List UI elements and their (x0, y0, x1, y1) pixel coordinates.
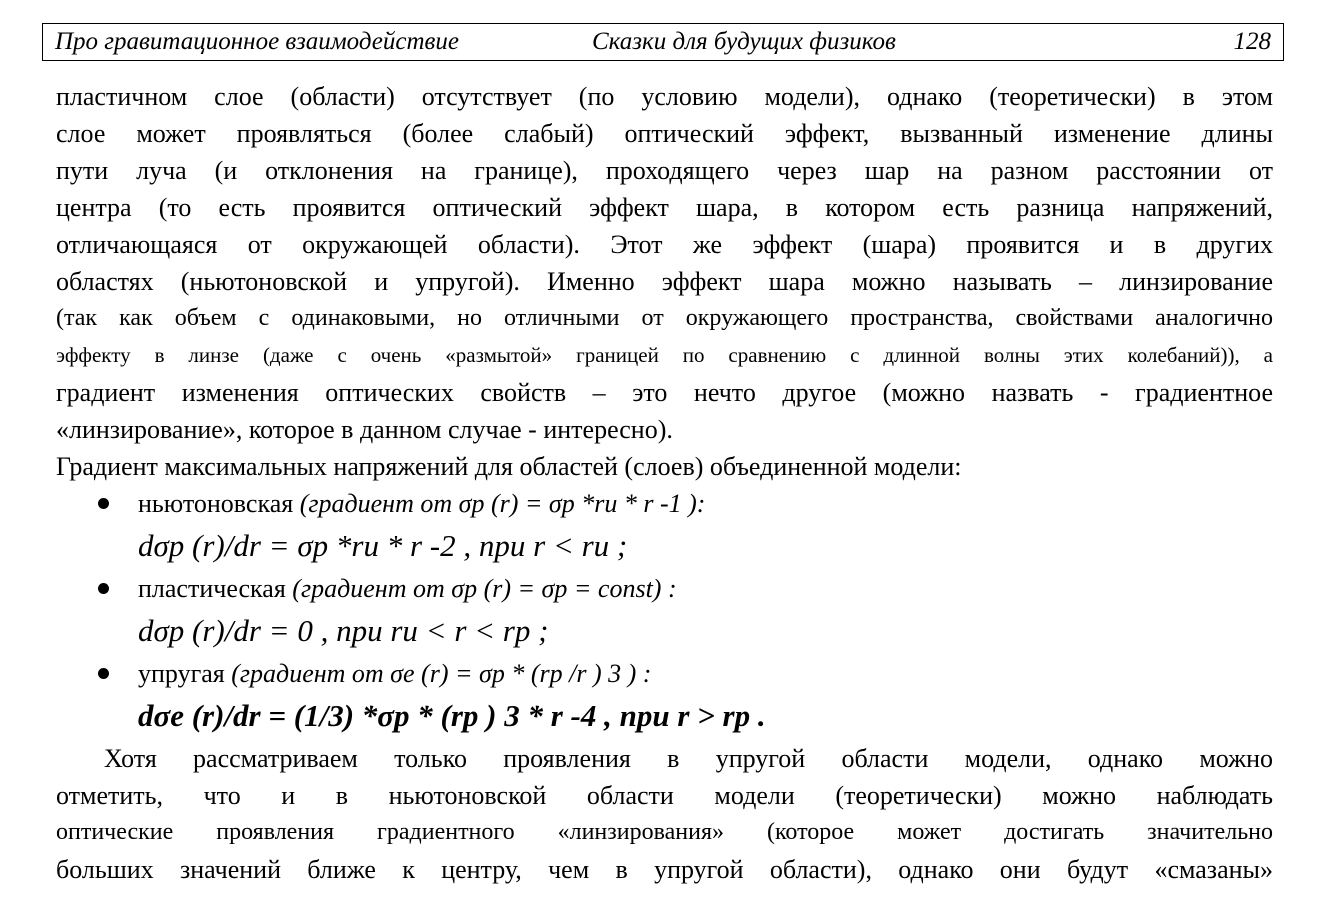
bullet-dot-icon (98, 668, 109, 679)
bullet-label: ньютоновская (138, 489, 294, 518)
gradient-heading: Градиент максимальных напряжений для областей (слоев) объединенной модели: (56, 452, 962, 481)
text-line: слое может проявляться (более слабый) оптический эффект, вызванный изменение длины (56, 119, 1273, 148)
bullet-list (56, 485, 1273, 740)
bullet-definition: (градиент от σe (r) = σp * (rp /r ) 3 ) : (224, 659, 652, 688)
bullet-definition: (градиент от σp (r) = σp *ru * r -1 ): (293, 489, 706, 518)
text-line: «линзирование», которое в данном случае - интересно). (56, 415, 673, 444)
text-line: больших значений ближе к центру, чем в упругой области), однако они будут «смазаны» (56, 855, 1273, 884)
formula-elastic: dσe (r)/dr = (1/3) *σp * (rp ) 3 * r -4 , при r > rp . (138, 698, 766, 733)
bullet-definition: (градиент от σp (r) = σp = const) : (285, 574, 677, 603)
bullet-label: упругая (138, 659, 225, 688)
formula-plastic: dσp (r)/dr = 0 , при ru < r < rp ; (138, 613, 549, 648)
bullet-label: пластическая (138, 574, 286, 603)
bullet-dot-icon (98, 498, 109, 509)
page-number: 128 (1233, 28, 1271, 55)
text-line: градиент изменения оптических свойств – это нечто другое (можно назвать - градиентное (56, 378, 1273, 407)
text-line: оптические проявления градиентного «линзирования» (которое может достигать значительно (56, 819, 1273, 845)
text-line: Хотя рассматриваем только проявления в упругой области модели, однако можно (104, 744, 1273, 773)
page-body (56, 78, 1273, 888)
text-line: пути луча (и отклонения на границе), проходящего через шар на разном расстоянии от (56, 156, 1273, 185)
bullet-dot-icon (98, 583, 109, 594)
running-header (42, 23, 1284, 61)
bullet-item-elastic (56, 655, 1273, 740)
text-line: центра (то есть проявится оптический эффект шара, в котором есть разница напряжений, (56, 193, 1273, 222)
paragraph-1 (56, 78, 1273, 448)
formula-newtonian: dσp (r)/dr = σp *ru * r -2 , при r < ru ; (138, 528, 628, 563)
bullet-item-plastic (56, 570, 1273, 655)
text-line: эффекту в линзе (даже с очень «размытой» границей по сравнению с длинной волны этих колебаний)), а (56, 343, 1273, 367)
text-line: (так как объем с одинаковыми, но отличными от окружающего пространства, свойствами аналогично (56, 305, 1273, 331)
bullet-item-newtonian (56, 485, 1273, 570)
text-line: областях (ньютоновской и упругой). Именно эффект шара можно называть – линзирование (56, 267, 1273, 296)
header-book-title: Сказки для будущих физиков (592, 28, 896, 55)
text-line: отметить, что и в ньютоновской области модели (теоретически) можно наблюдать (56, 781, 1273, 810)
text-line: отличающаяся от окружающей области). Этот же эффект (шара) проявится и в других (56, 230, 1273, 259)
header-section-title: Про гравитационное взаимодействие (55, 28, 459, 55)
paragraph-2 (56, 740, 1273, 888)
text-line: пластичном слое (области) отсутствует (по условию модели), однако (теоретически) в этом (56, 82, 1273, 111)
